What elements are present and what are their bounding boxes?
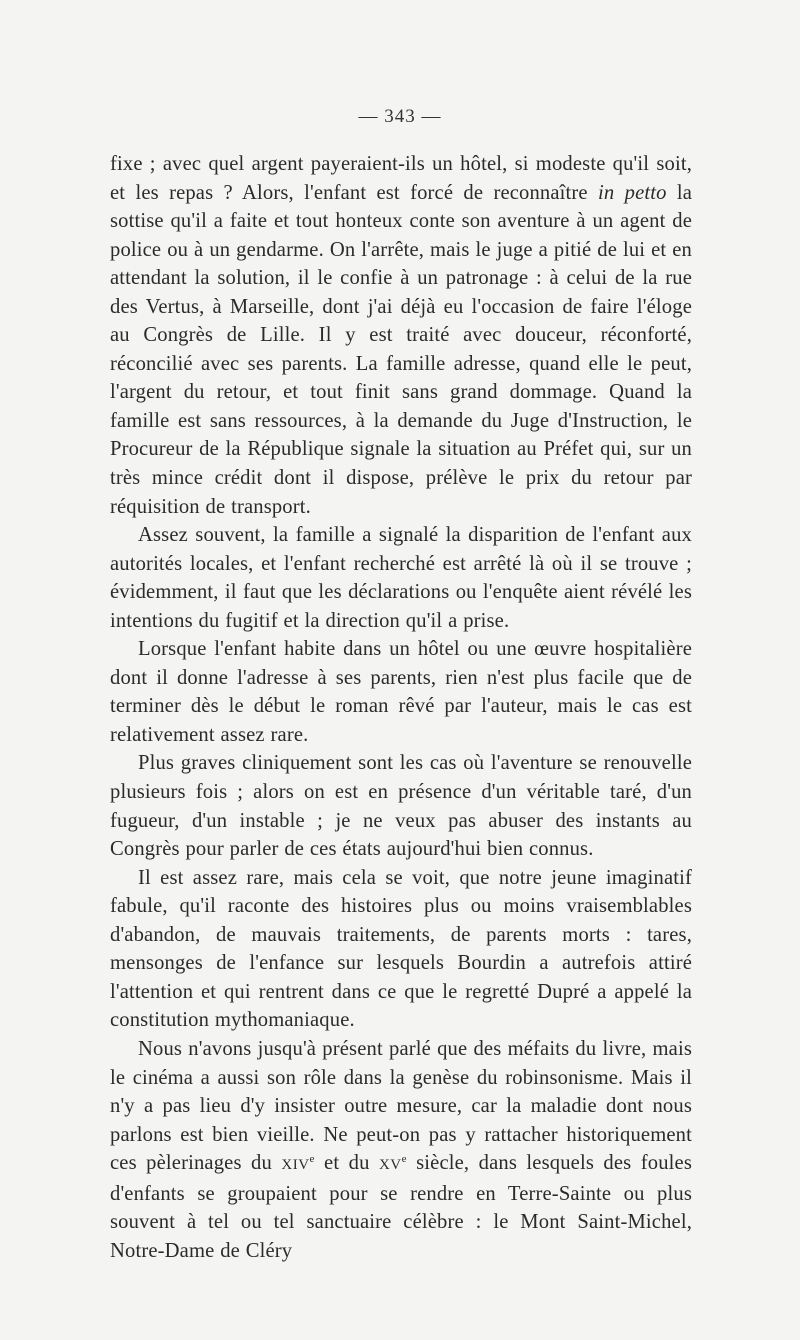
paragraph-2: Assez souvent, la famille a signalé la disparition de l'enfant aux autorités locales, et l'enfant recherché est arrêté là où il se trouve ; évidemment, il faut que les déclarations ou l'enquête aient révélé les intentions du fugitif et la direction qu'il a prise. (110, 524, 692, 632)
century-14: XIV (281, 1157, 310, 1174)
body-text (110, 150, 692, 1265)
paragraph-6-text-b: siècle, dans lesquels des foules d'enfants se groupaient pour se rendre en Terre-Sainte ou plus souvent à tel ou tel sanctuaire célèbre : le Mont Saint-Michel, Notre-Dame de Cléry (110, 1152, 692, 1262)
paragraph-1-text-a: fixe ; avec quel argent payeraient-ils un hôtel, si modeste qu'il soit, et les repas ? Alors, l'enfant est forcé de reconnaître (110, 153, 692, 204)
paragraph-6-text-mid: et du (314, 1152, 379, 1175)
century-14-suffix: e (309, 1153, 315, 1166)
paragraph-4: Plus graves cliniquement sont les cas où l'aventure se renouvelle plusieurs fois ; alors on est en présence d'un véritable taré, d'un fugueur, d'un instable ; je ne veux pas abuser des instants au Congrès pour parler de ces états aujourd'hui bien connus. (110, 752, 692, 861)
page-number: — 343 — (358, 106, 442, 127)
century-15-suffix: e (401, 1153, 407, 1166)
italic-phrase: in petto (598, 181, 667, 204)
paragraph-1-text-b: la sottise qu'il a faite et tout honteux conte son aventure à un agent de police ou à un gendarme. On l'arrête, mais le juge a pitié de lui et en attendant la solution, il le confie à un patronage : à celui de la rue des Vertus, à Marseille, dont j'ai déjà eu l'occasion de faire l'éloge au Congrès de Lille. Il y est traité avec douceur, réconforté, réconcilié avec ses parents. La famille adresse, quand elle le peut, l'argent du retour, et tout finit sans grand dommage. Quand la famille est sans ressources, à la demande du Juge d'Instruction, le Procureur de la République signale la situation au Préfet qui, sur un très mince crédit dont il dispose, prélève le prix du retour par réquisition de transport. (110, 181, 693, 518)
paragraph-6-text-a: Nous n'avons jusqu'à présent parlé que des méfaits du livre, mais le cinéma a aussi son rôle dans la genèse du robinsonisme. Mais il n'y a pas lieu d'y insister outre mesure, car la maladie dont nous parlons est bien vieille. Ne peut-on pas y rattacher historiquement ces pèlerinages du (110, 1037, 692, 1175)
century-15: XV (378, 1157, 402, 1174)
paragraph-6 (110, 1035, 692, 1265)
paragraph-1 (110, 150, 692, 521)
paragraph-3: Lorsque l'enfant habite dans un hôtel ou une œuvre hospitalière dont il donne l'adresse à ses parents, rien n'est plus facile que de terminer dès le début le roman rêvé par l'auteur, mais le cas est relativement assez rare. (110, 638, 692, 746)
paragraph-5: Il est assez rare, mais cela se voit, que notre jeune imaginatif fabule, qu'il raconte des histoires plus ou moins vraisemblables d'abandon, de mauvais traitements, de parents morts : tares, mensonges de l'enfance sur lesquels Bourdin a autrefois attiré l'attention et qui rentrent dans ce que le regretté Dupré a appelé la constitution mythomaniaque. (110, 866, 692, 1032)
